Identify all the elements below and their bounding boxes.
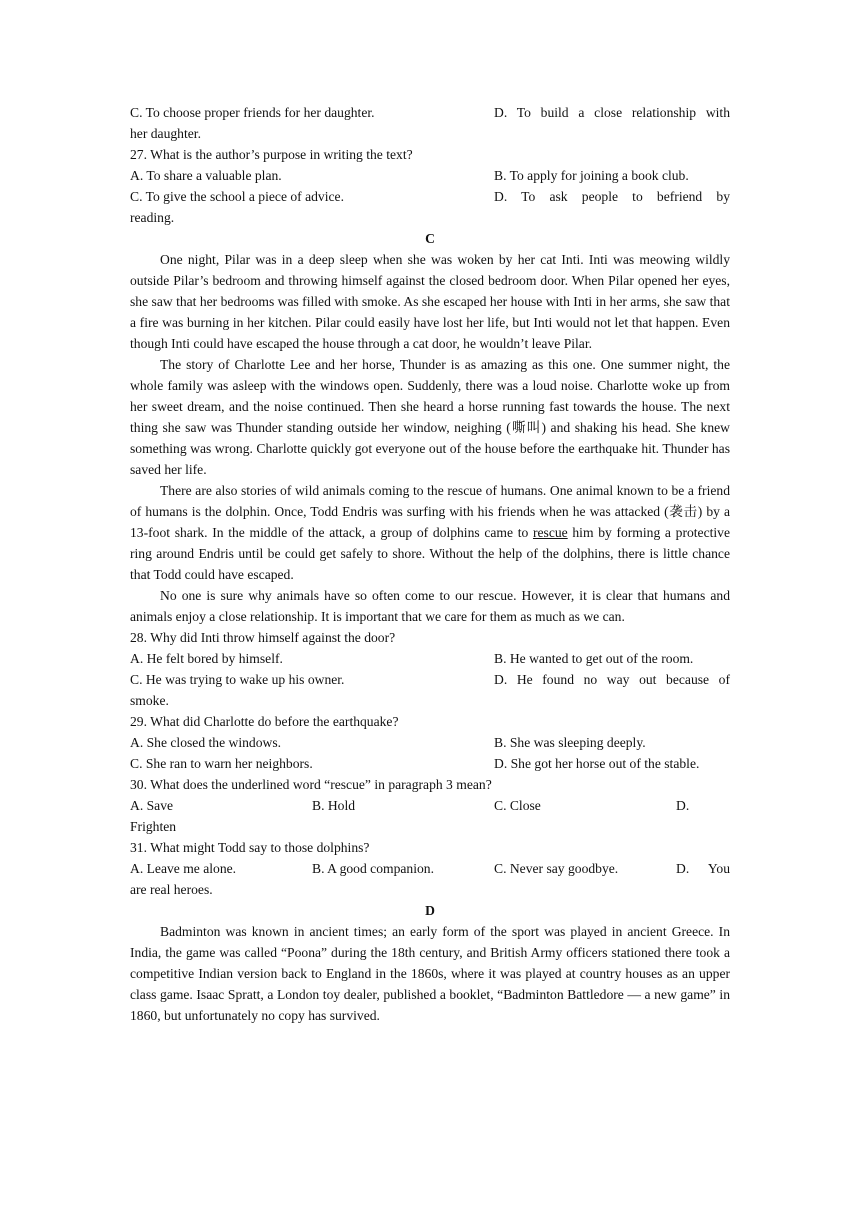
option-c: C. Close <box>494 798 541 813</box>
option-row <box>130 186 730 207</box>
option-d: D. You <box>676 861 730 876</box>
option-b: B. Hold <box>312 798 356 813</box>
option-row <box>130 732 730 753</box>
option-row <box>130 102 730 123</box>
option-row <box>130 669 730 690</box>
option-d-continued: her daughter. <box>130 126 201 141</box>
option-row <box>130 795 730 816</box>
option-c: C. To give the school a piece of advice. <box>130 189 344 204</box>
option-b: B. He wanted to get out of the room. <box>494 651 694 666</box>
option-d: D. He found no way out because of <box>494 672 730 687</box>
option-c: C. Never say goodbye. <box>494 861 619 876</box>
option-b: B. To apply for joining a book club. <box>494 168 689 183</box>
option-c: C. He was trying to wake up his owner. <box>130 672 345 687</box>
option-a: A. Save <box>130 798 174 813</box>
option-d-continued: Frighten <box>130 819 177 834</box>
option-row <box>130 648 730 669</box>
section-heading-d: D <box>425 903 435 918</box>
option-a: A. She closed the windows. <box>130 735 282 750</box>
passage-c-paragraph-3 <box>130 480 730 585</box>
passage-c-paragraph-1: One night, Pilar was in a deep sleep when she was woken by her cat Inti. Inti was meowing wildly outside Pilar’s bedroom and throwing himself against the closed bedroom door. When Pilar opened her eyes, she saw that her bedrooms was filled with smoke. As she escaped her house with Inti in her arms, she saw that a fire was burning in her kitchen. Pilar could easily have lost her life, but Inti would not let that happen. Even though Inti could have escaped the house through a cat door, he wouldn’t leave Pilar. <box>130 252 730 351</box>
option-d: D. She got her horse out of the stable. <box>494 756 700 771</box>
passage-d-paragraph-1: Badminton was known in ancient times; an early form of the sport was played in ancient Greece. In India, the game was called “Poona” during the 18th century, and British Army officers stationed there took a competitive Indian version back to England in the 1860s, where it was played at country houses as an upper class game. Isaac Spratt, a London toy dealer, published a booklet, “Badminton Battledore — a new game” in 1860, but unfortunately no copy has survived. <box>130 924 730 1023</box>
passage-c-paragraph-4: No one is sure why animals have so often come to our rescue. However, it is clear that humans and animals enjoy a close relationship. It is important that we care for them as much as we can. <box>130 588 730 624</box>
option-row <box>130 165 730 186</box>
document-page <box>130 102 730 1026</box>
option-d-continued: are real heroes. <box>130 882 213 897</box>
option-row <box>130 753 730 774</box>
question-30: 30. What does the underlined word “rescue” in paragraph 3 mean? <box>130 777 492 792</box>
paragraph-text: There are also stories of wild animals coming to the rescue of humans. One animal known to be a friend of humans is the dolphin. Once, Todd Endris was surfing with his friends when he was attacked (袭击) by a 13-foot shark. In the middle of the attack, a group of dolphins came to <box>130 483 730 540</box>
section-heading-c: C <box>425 231 435 246</box>
option-b: B. She was sleeping deeply. <box>494 735 646 750</box>
question-31: 31. What might Todd say to those dolphins? <box>130 840 370 855</box>
underlined-word: rescue <box>532 525 568 540</box>
paragraph-text: him by forming a protective ring around Endris until be could get safely to shore. Without the help of the dolphins, there is little chance that Todd could have escaped. <box>130 525 730 582</box>
option-d-continued: smoke. <box>130 693 169 708</box>
option-a: A. Leave me alone. <box>130 861 237 876</box>
option-c: C. To choose proper friends for her daughter. <box>130 105 375 120</box>
option-c: C. She ran to warn her neighbors. <box>130 756 313 771</box>
option-row <box>130 858 730 879</box>
question-29: 29. What did Charlotte do before the earthquake? <box>130 714 399 729</box>
passage-c-paragraph-2: The story of Charlotte Lee and her horse, Thunder is as amazing as this one. One summer night, the whole family was asleep with the windows open. Suddenly, there was a loud noise. Charlotte woke up from her sweet dream, and the noise continued. Then she heard a horse running fast towards the house. The next thing she saw was Thunder standing outside her window, neighing (嘶叫) and shaking his head. She knew something was wrong. Charlotte quickly got everyone out of the house before the earthquake hit. Thunder has saved her life. <box>130 357 730 477</box>
option-d: D. To ask people to befriend by <box>494 189 730 204</box>
option-a: A. To share a valuable plan. <box>130 168 282 183</box>
option-d: D. <box>676 798 690 813</box>
option-d-continued: reading. <box>130 210 175 225</box>
question-27: 27. What is the author’s purpose in writing the text? <box>130 147 413 162</box>
option-d: D. To build a close relationship with <box>494 105 730 120</box>
option-b: B. A good companion. <box>312 861 434 876</box>
option-a: A. He felt bored by himself. <box>130 651 283 666</box>
question-28: 28. Why did Inti throw himself against the door? <box>130 630 396 645</box>
